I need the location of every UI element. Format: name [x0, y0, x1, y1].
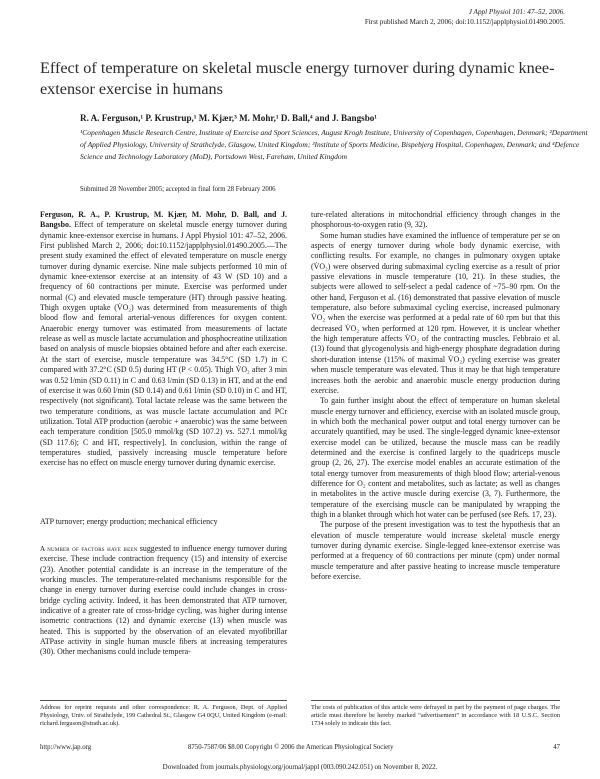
intro-body: suggested to influence energy turnover during exercise. These include contraction frequency (15) and intensity of exercise (23). Another potential candidate is an increase in the temperature of the working muscles. The temperature-related mechanisms responsible for the change in energy turnover during exercise could include changes in cross-bridge cycling activity. Indeed, it has been demonstrated that ATP turnover, indicative of a greater rate of cross-bridge cycling, was higher during intense isometric contractions (12) and dynamic exercise (13) when muscle was heated. This is supported by the observation of an elevated myofibrillar ATPase activity in single human muscle fibers at increasing temperatures (30). Other mechanisms could include tempera-: [40, 544, 287, 657]
introduction-start: [40, 544, 287, 658]
affiliations: ¹Copenhagen Muscle Research Centre, Institute of Exercise and Sport Sciences, August Krogh Institute, University of Copenhagen, Copenhagen, Denmark; ²Department of Applied Physiology, University of Strathclyde, Glasgow, United Kingdom; ³Institute of Sports Medicine, Bispebjerg Hospital, Copenhagen, Denmark; and ⁴Defence Science and Technology Laboratory (MoD), Portsdown West, Fareham, United Kingdom: [80, 128, 588, 162]
author-list: R. A. Ferguson,¹ P. Krustrup,¹ M. Kjær,³ M. Mohr,¹ D. Ball,⁴ and J. Bangsbo¹: [80, 113, 378, 123]
paragraph-1: ture-related alterations in mitochondrial efficiency through changes in the phosphorous-to-oxygen ratio (9, 32).: [311, 210, 560, 230]
publication-line: First published March 2, 2006; doi:10.1152/japplphysiol.01490.2005.: [364, 17, 565, 26]
paragraph-4: The purpose of the present investigation was to test the hypothesis that an elevation of muscle temperature would increase skeletal muscle energy turnover during dynamic exercise. Single-legged knee-extensor exercise was performed at a frequency of 60 contractions per minute (cpm) under normal muscle temperature and after passive heating to increase muscle temperature before exercise.: [311, 520, 560, 582]
abstract: [40, 210, 287, 469]
journal-citation: J Appl Physiol 101: 47–52, 2006.: [468, 8, 565, 16]
correspondence-footnote: Address for reprint requests and other correspondence: R. A. Ferguson, Dept. of Applied Physiology, Univ. of Strathclyde, 199 Cathedral St., Glasgow G4 0QU, United Kingdom (e-mail: richard.ferguson@strath.ac.uk).: [40, 704, 287, 728]
footnote-divider-left: [40, 700, 287, 701]
keywords: ATP turnover; energy production; mechanical efficiency: [40, 517, 218, 526]
abstract-body: Effect of temperature on skeletal muscle energy turnover during dynamic knee-extensor exercise in humans. J Appl Physiol 101: 47–52, 2006. First published March 2, 2006; doi:10.1152/japplphysiol.01490.2005.—The present study examined the effect of elevated temperature on muscle energy turnover during dynamic exercise. Nine male subjects performed 10 min of dynamic knee-extensor exercise at an intensity of 43 W (SD 10) and a frequency of 60 contractions per minute. Exercise was performed under normal (C) and elevated muscle temperature (HT) through passive heating. Thigh oxygen uptake (V̇O₂) was determined from measurements of thigh blood flow and femoral arterial-venous differences for oxygen content. Anaerobic energy turnover was estimated from measurements of lactate release as well as muscle lactate accumulation and phosphocreatine utilization based on analysis of muscle biopsies obtained before and after each exercise. At the start of exercise, muscle temperature was 34.5°C (SD 1.7) in C compared with 37.2°C (SD 0.5) during HT (P < 0.05). Thigh V̇O₂ after 3 min was 0.52 l/min (SD 0.11) in C and 0.63 l/min (SD 0.13) in HT, and at the end of exercise it was 0.60 l/min (SD 0.14) and 0.61 l/min (SD 0.10) in C and HT, respectively (not significant). Total lactate release was the same between the two temperature conditions, as was muscle lactate accumulation and PCr utilization. Total ATP production (aerobic + anaerobic) was the same between each temperature condition [505.0 mmol/kg (SD 107.2) vs. 527.1 mmol/kg (SD 117.6); C and HT, respectively]. In conclusion, within the range of temperatures studied, passively increasing muscle temperature before exercise has no effect on muscle energy turnover during dynamic exercise.: [40, 220, 287, 468]
paragraph-3: To gain further insight about the effect of temperature on human skeletal muscle energy turnover and efficiency, exercise with an isolated muscle group, in which both the mechanical power output and total energy turnover can be accurately quantified, may be used. The single-legged dynamic knee-extensor exercise model can be utilized, because the muscle mass can be readily determined and the exercise is confined largely to the quadriceps muscle group (2, 26, 27). The exercise model enables an accurate estimation of the total energy turnover from measurements of thigh blood flow; arterial-venous difference for O₂ content and metabolites, such as lactate; as well as changes in metabolites in the active muscle during exercise (3, 7). Furthermore, the temperature of the exercising muscle can be manipulated by wrapping the thigh in a blanket through which hot water can be perfused (see Refs. 17, 23).: [311, 396, 560, 519]
running-header: [265, 8, 565, 27]
article-title: Effect of temperature on skeletal muscle energy turnover during dynamic knee-extensor exercise in humans: [40, 59, 555, 98]
copyright-line: 8750-7587/06 $8.00 Copyright © 2006 the American Physiological Society: [188, 744, 394, 751]
submission-dates: Submitted 28 November 2005; accepted in final form 28 February 2006: [80, 186, 276, 193]
paragraph-2: Some human studies have examined the influence of temperature per se on aspects of energy turnover during whole body dynamic exercise, with conflicting results. For example, no changes in pulmonary oxygen uptake (V̇O₂) were observed during submaximal cycling exercise as a result of prior passive elevations in muscle temperature (10, 21). In these studies, the subjects were allowed to self-select a pedal cadence of ~75–90 rpm. On the other hand, Ferguson et al. (16) demonstrated that passive elevation of muscle temperature, also before submaximal cycling exercise, increased pulmonary V̇O₂ when the exercise was performed at a pedal rate of 60 rpm but that this decreased V̇O₂ when performed at 120 rpm. However, it is unclear whether the high temperature affects V̇O₂ of the contracting muscles. Febbraio et al. (13) found that glycogenolysis and high-energy phosphate degradation during short-duration intense (115% of maximal V̇O₂) cycling exercise was greater when muscle temperature was elevated. Thus it may be that high temperature increases both the aerobic and anaerobic muscle energy production during exercise.: [311, 230, 560, 395]
footnote-divider-right: [311, 700, 560, 701]
right-column-text: [311, 210, 560, 582]
journal-url-link[interactable]: http://www.jap.org: [40, 744, 92, 751]
download-notice: Downloaded from journals.physiology.org/journal/jappl (003.090.242.051) on November 8, 2022.: [162, 763, 438, 771]
intro-smallcaps-lead: A number of factors have been: [40, 545, 138, 553]
abstract-citation-lead: Ferguson, R. A., P. Krustrup, M. Kjær, M. Mohr, D. Ball, and J. Bangsbo.: [40, 210, 287, 230]
page-number: 47: [553, 744, 560, 751]
page-charge-footnote: The costs of publication of this article were defrayed in part by the payment of page charges. The article must therefore be hereby marked “advertisement” in accordance with 18 U.S.C. Section 1734 solely to indicate this fact.: [311, 704, 560, 728]
